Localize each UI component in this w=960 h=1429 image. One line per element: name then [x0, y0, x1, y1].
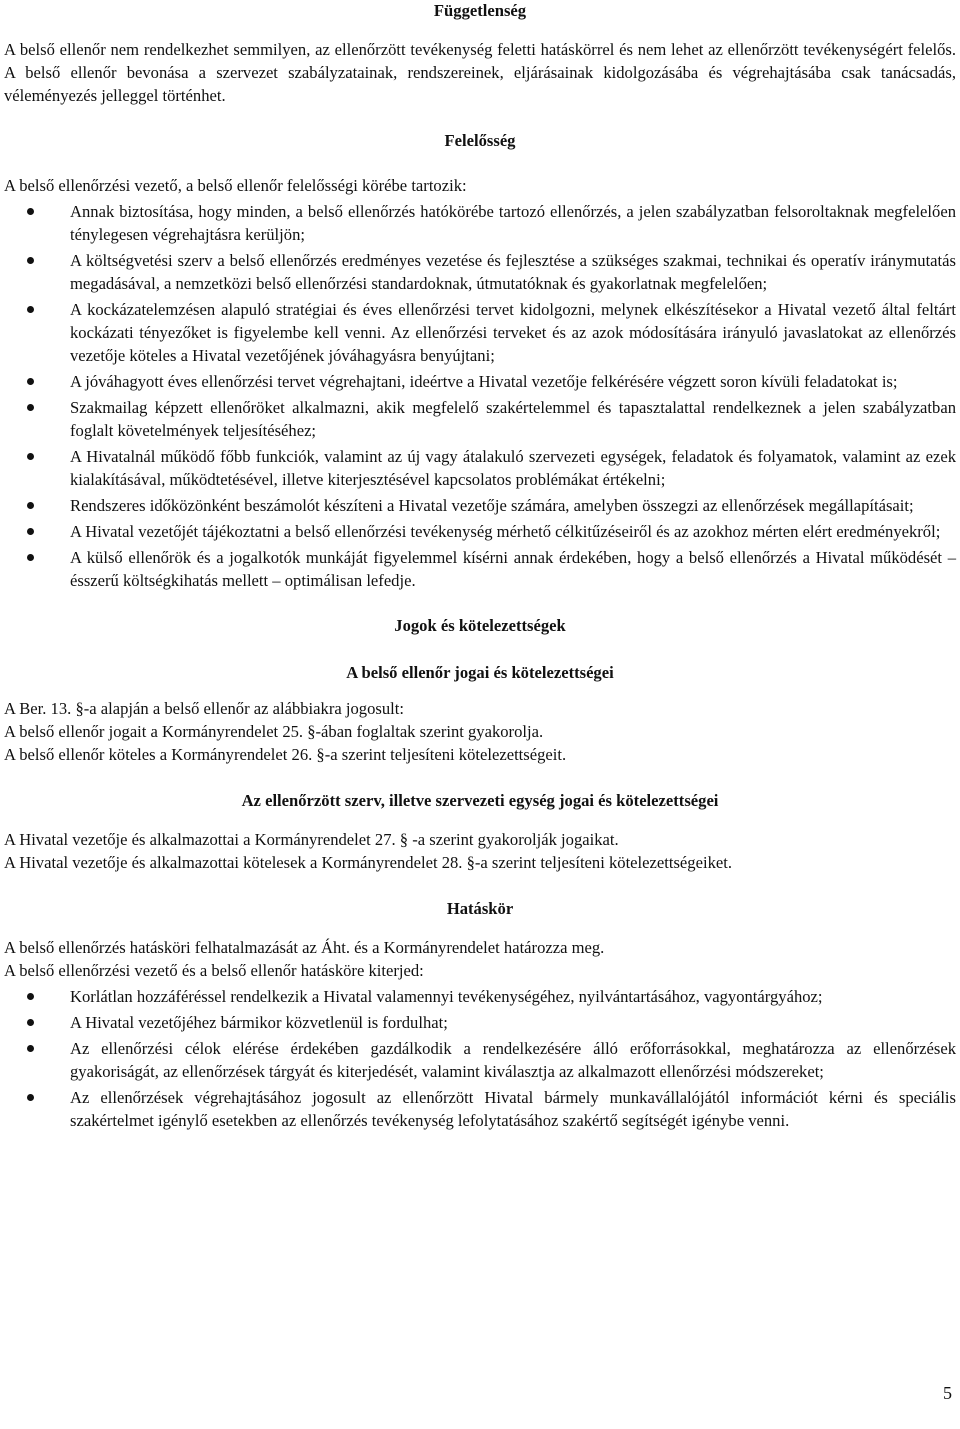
bullet-icon	[27, 257, 34, 264]
ellenorzott-szerv-line: A Hivatal vezetője és alkalmazottai a Kormányrendelet 27. § -a szerint gyakorolják jogaikat.	[4, 830, 619, 849]
list-item: Az ellenőrzési célok elérése érdekében gazdálkodik a rendelkezésére álló erőforrásokkal, meghatározza az ellenőrzések gyakoriságát, az ellenőrzések tárgyát és kiterjedését, valamint kiválasztja az alkalmazott ellenőrzési módszereket;	[4, 1037, 956, 1083]
jogok-line: A Ber. 13. §-a alapján a belső ellenőr az alábbiakra jogosult:	[4, 699, 404, 718]
section-title-fuggetlenseg: Függetlenség	[433, 1, 527, 20]
subsection-title-belso-ellenor-jogai: A belső ellenőr jogai és kötelezettségei	[346, 663, 614, 682]
list-item: A kockázatelemzésen alapuló stratégiai és éves ellenőrzési tervet kidolgozni, melynek elkészítésekor a Hivatal vezető által feltárt kockázati tényezőket is figyelembe kell venni. Az ellenőrzési terveket és az azok módosítására irányuló javaslatokat az ellenőrzés vezetője köteles a Hivatal vezetőjének jóváhagyásra benyújtani;	[4, 298, 956, 367]
list-item: Korlátlan hozzáféréssel rendelkezik a Hivatal valamennyi tevékenységéhez, nyilvántartásához, vagyontárgyához;	[4, 985, 956, 1008]
list-item: A költségvetési szerv a belső ellenőrzés eredményes vezetése és fejlesztése a szükséges szakmai, technikai és operatív iránymutatás megadásával, a nemzetközi belső ellenőrzési standardoknak, útmutatóknak és gyakorlatnak megfelelően;	[4, 249, 956, 295]
bullet-icon	[27, 528, 34, 535]
section-title-hataskor: Hatáskör	[446, 899, 514, 918]
list-item: Annak biztosítása, hogy minden, a belső ellenőrzés hatókörébe tartozó ellenőrzés, a jelen szabályzatban felsoroltaknak megfelelően ténylegesen végrehajtásra kerüljön;	[4, 200, 956, 246]
list-item: A külső ellenőrök és a jogalkotók munkáját figyelemmel kísérni annak érdekében, hogy a belső ellenőrzés a Hivatal működését – ésszerű költségkihatás mellett – optimálisan lefedje.	[4, 546, 956, 592]
jogok-line: A belső ellenőr köteles a Kormányrendelet 26. §-a szerint teljesíteni kötelezettségeit.	[4, 745, 567, 764]
bullet-icon	[27, 208, 34, 215]
bullet-icon	[27, 502, 34, 509]
list-item: A jóváhagyott éves ellenőrzési tervet végrehajtani, ideértve a Hivatal vezetője felkérésére végzett soron kívüli feladatokat is;	[4, 370, 956, 393]
list-item: A Hivatalnál működő főbb funkciók, valamint az új vagy átalakuló szervezeti egységek, feladatok és folyamatok, valamint az ezek kialakításával, működtetésével, illetve kiterjesztésével kapcsolatos problémákat értékelni;	[4, 445, 956, 491]
fuggetlenseg-paragraph: A belső ellenőr nem rendelkezhet semmilyen, az ellenőrzött tevékenység feletti hatáskörrel és nem lehet az ellenőrzött tevékenységért felelős. A belső ellenőr bevonása a szervezet szabályzatainak, rendszereinek, eljárásainak kidolgozásába és végrehajtásába csak tanácsadás, véleményezés jelleggel történhet.	[4, 40, 956, 105]
bullet-icon	[27, 404, 34, 411]
document-page	[4, 0, 956, 1132]
hataskor-line: A belső ellenőrzés hatásköri felhatalmazását az Áht. és a Kormányrendelet határozza meg.	[4, 938, 605, 957]
jogok-line: A belső ellenőr jogait a Kormányrendelet 25. §-ában foglaltak szerint gyakorolja.	[4, 722, 544, 741]
bullet-icon	[27, 1045, 34, 1052]
list-item: Az ellenőrzések végrehajtásához jogosult az ellenőrzött Hivatal bármely munkavállalójától információt kérni és speciális szakértelmet igénylő esetekben az ellenőrzés tevékenység lefolytatásához szakértő segítségét igénybe venni.	[4, 1086, 956, 1132]
list-item: Rendszeres időközönként beszámolót készíteni a Hivatal vezetője számára, amelyben összegzi az ellenőrzések megállapításait;	[4, 494, 956, 517]
bullet-icon	[27, 453, 34, 460]
page-number: 5	[943, 1383, 952, 1403]
section-title-ellenorzott-szerv: Az ellenőrzött szerv, illetve szervezeti egység jogai és kötelezettségei	[241, 791, 719, 810]
bullet-icon	[27, 1019, 34, 1026]
hataskor-list	[4, 985, 956, 1132]
bullet-icon	[27, 1094, 34, 1101]
list-item: A Hivatal vezetőjét tájékoztatni a belső ellenőrzési tevékenység mérhető célkitűzéseiről és az azokhoz mérten elért eredményekről;	[4, 520, 956, 543]
felelosseg-intro: A belső ellenőrzési vezető, a belső ellenőr felelősségi körébe tartozik:	[4, 176, 467, 195]
hataskor-line: A belső ellenőrzési vezető és a belső ellenőr hatásköre kiterjed:	[4, 961, 424, 980]
bullet-icon	[27, 306, 34, 313]
felelosseg-list	[4, 200, 956, 592]
section-title-felelosseg: Felelősség	[444, 131, 516, 150]
section-title-jogok: Jogok és kötelezettségek	[394, 616, 566, 635]
bullet-icon	[27, 554, 34, 561]
bullet-icon	[27, 993, 34, 1000]
bullet-icon	[27, 378, 34, 385]
list-item: Szakmailag képzett ellenőröket alkalmazni, akik megfelelő szakértelemmel és tapasztalattal rendelkeznek a jelen szabályzatban foglalt követelmények teljesítéséhez;	[4, 396, 956, 442]
ellenorzott-szerv-line: A Hivatal vezetője és alkalmazottai kötelesek a Kormányrendelet 28. §-a szerint teljesíteni kötelezettségeiket.	[4, 853, 732, 872]
list-item: A Hivatal vezetőjéhez bármikor közvetlenül is fordulhat;	[4, 1011, 956, 1034]
